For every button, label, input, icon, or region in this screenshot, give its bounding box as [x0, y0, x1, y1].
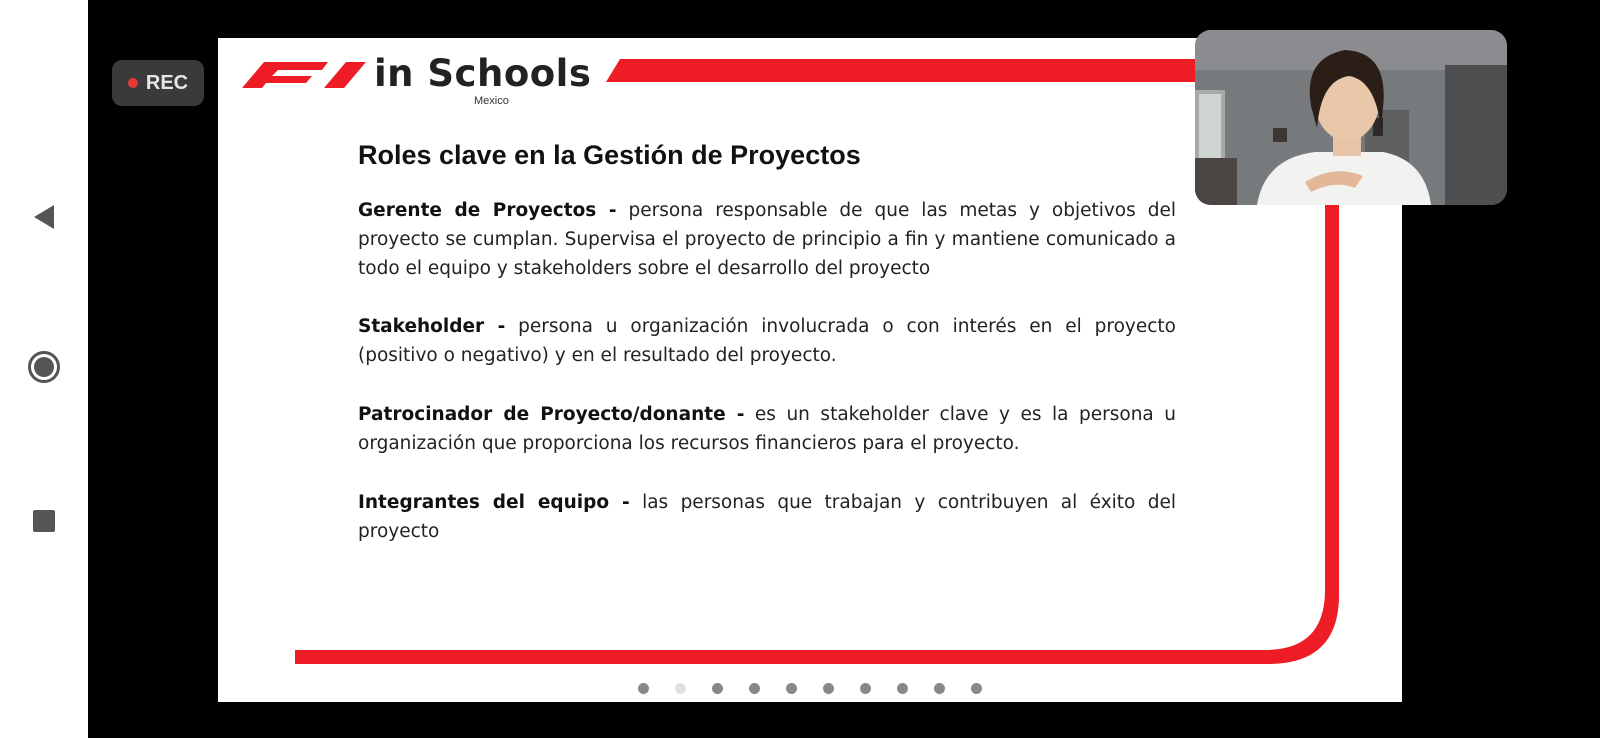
page-dot[interactable]: [675, 683, 686, 694]
recording-label: REC: [145, 71, 189, 94]
term-label: Integrantes del equipo -: [358, 492, 630, 513]
home-icon: [28, 351, 60, 383]
page-dot[interactable]: [897, 683, 908, 694]
page-dot[interactable]: [971, 683, 982, 694]
page-dot[interactable]: [823, 683, 834, 694]
presenter-video-thumbnail[interactable]: [1195, 30, 1507, 205]
home-button[interactable]: [20, 343, 68, 391]
recent-apps-icon: [33, 510, 55, 532]
page-dot[interactable]: [712, 683, 723, 694]
paragraph-stakeholder: [358, 312, 1176, 370]
term-description: persona u organización involucrada o con interés en el proyecto (positivo o negativo) y en el resultado del proyecto.: [358, 316, 1177, 366]
term-description: persona responsable de que las metas y objetivos del proyecto se cumplan. Supervisa el proyecto de principio a fin y mantiene comunicado a todo el equipo y stakeholders sobre el desarrollo del proyecto: [358, 200, 1176, 279]
page-dot[interactable]: [786, 683, 797, 694]
logo-region: Mexico: [474, 95, 509, 107]
slide-title: Roles clave en la Gestión de Proyectos: [358, 140, 861, 170]
navigation-bar: [0, 0, 88, 738]
paragraph-project-manager: [358, 196, 1176, 283]
page-dot[interactable]: [638, 683, 649, 694]
presenter-video-feed: [1195, 30, 1507, 205]
back-icon: [34, 205, 54, 229]
page-dot[interactable]: [749, 683, 760, 694]
term-description: es un stakeholder clave y es la persona u organización que proporciona los recursos financieros para el proyecto.: [358, 404, 1176, 454]
term-label: Stakeholder -: [358, 316, 506, 337]
term-label: Gerente de Proyectos -: [358, 200, 617, 221]
in-schools-wordmark: in Schools: [374, 52, 592, 95]
record-dot-icon: [128, 78, 138, 88]
f1-logo: [242, 58, 368, 92]
term-label: Patrocinador de Proyecto/donante -: [358, 404, 745, 425]
page-dot[interactable]: [934, 683, 945, 694]
paragraph-team-members: [358, 488, 1176, 546]
term-description: las personas que trabajan y contribuyen al éxito del proyecto: [358, 492, 1176, 542]
recent-apps-button[interactable]: [20, 497, 68, 545]
page-dot[interactable]: [860, 683, 871, 694]
recording-indicator[interactable]: [112, 60, 204, 106]
paragraph-sponsor: [358, 400, 1176, 458]
back-button[interactable]: [20, 193, 68, 241]
page-indicator: [218, 683, 1402, 694]
